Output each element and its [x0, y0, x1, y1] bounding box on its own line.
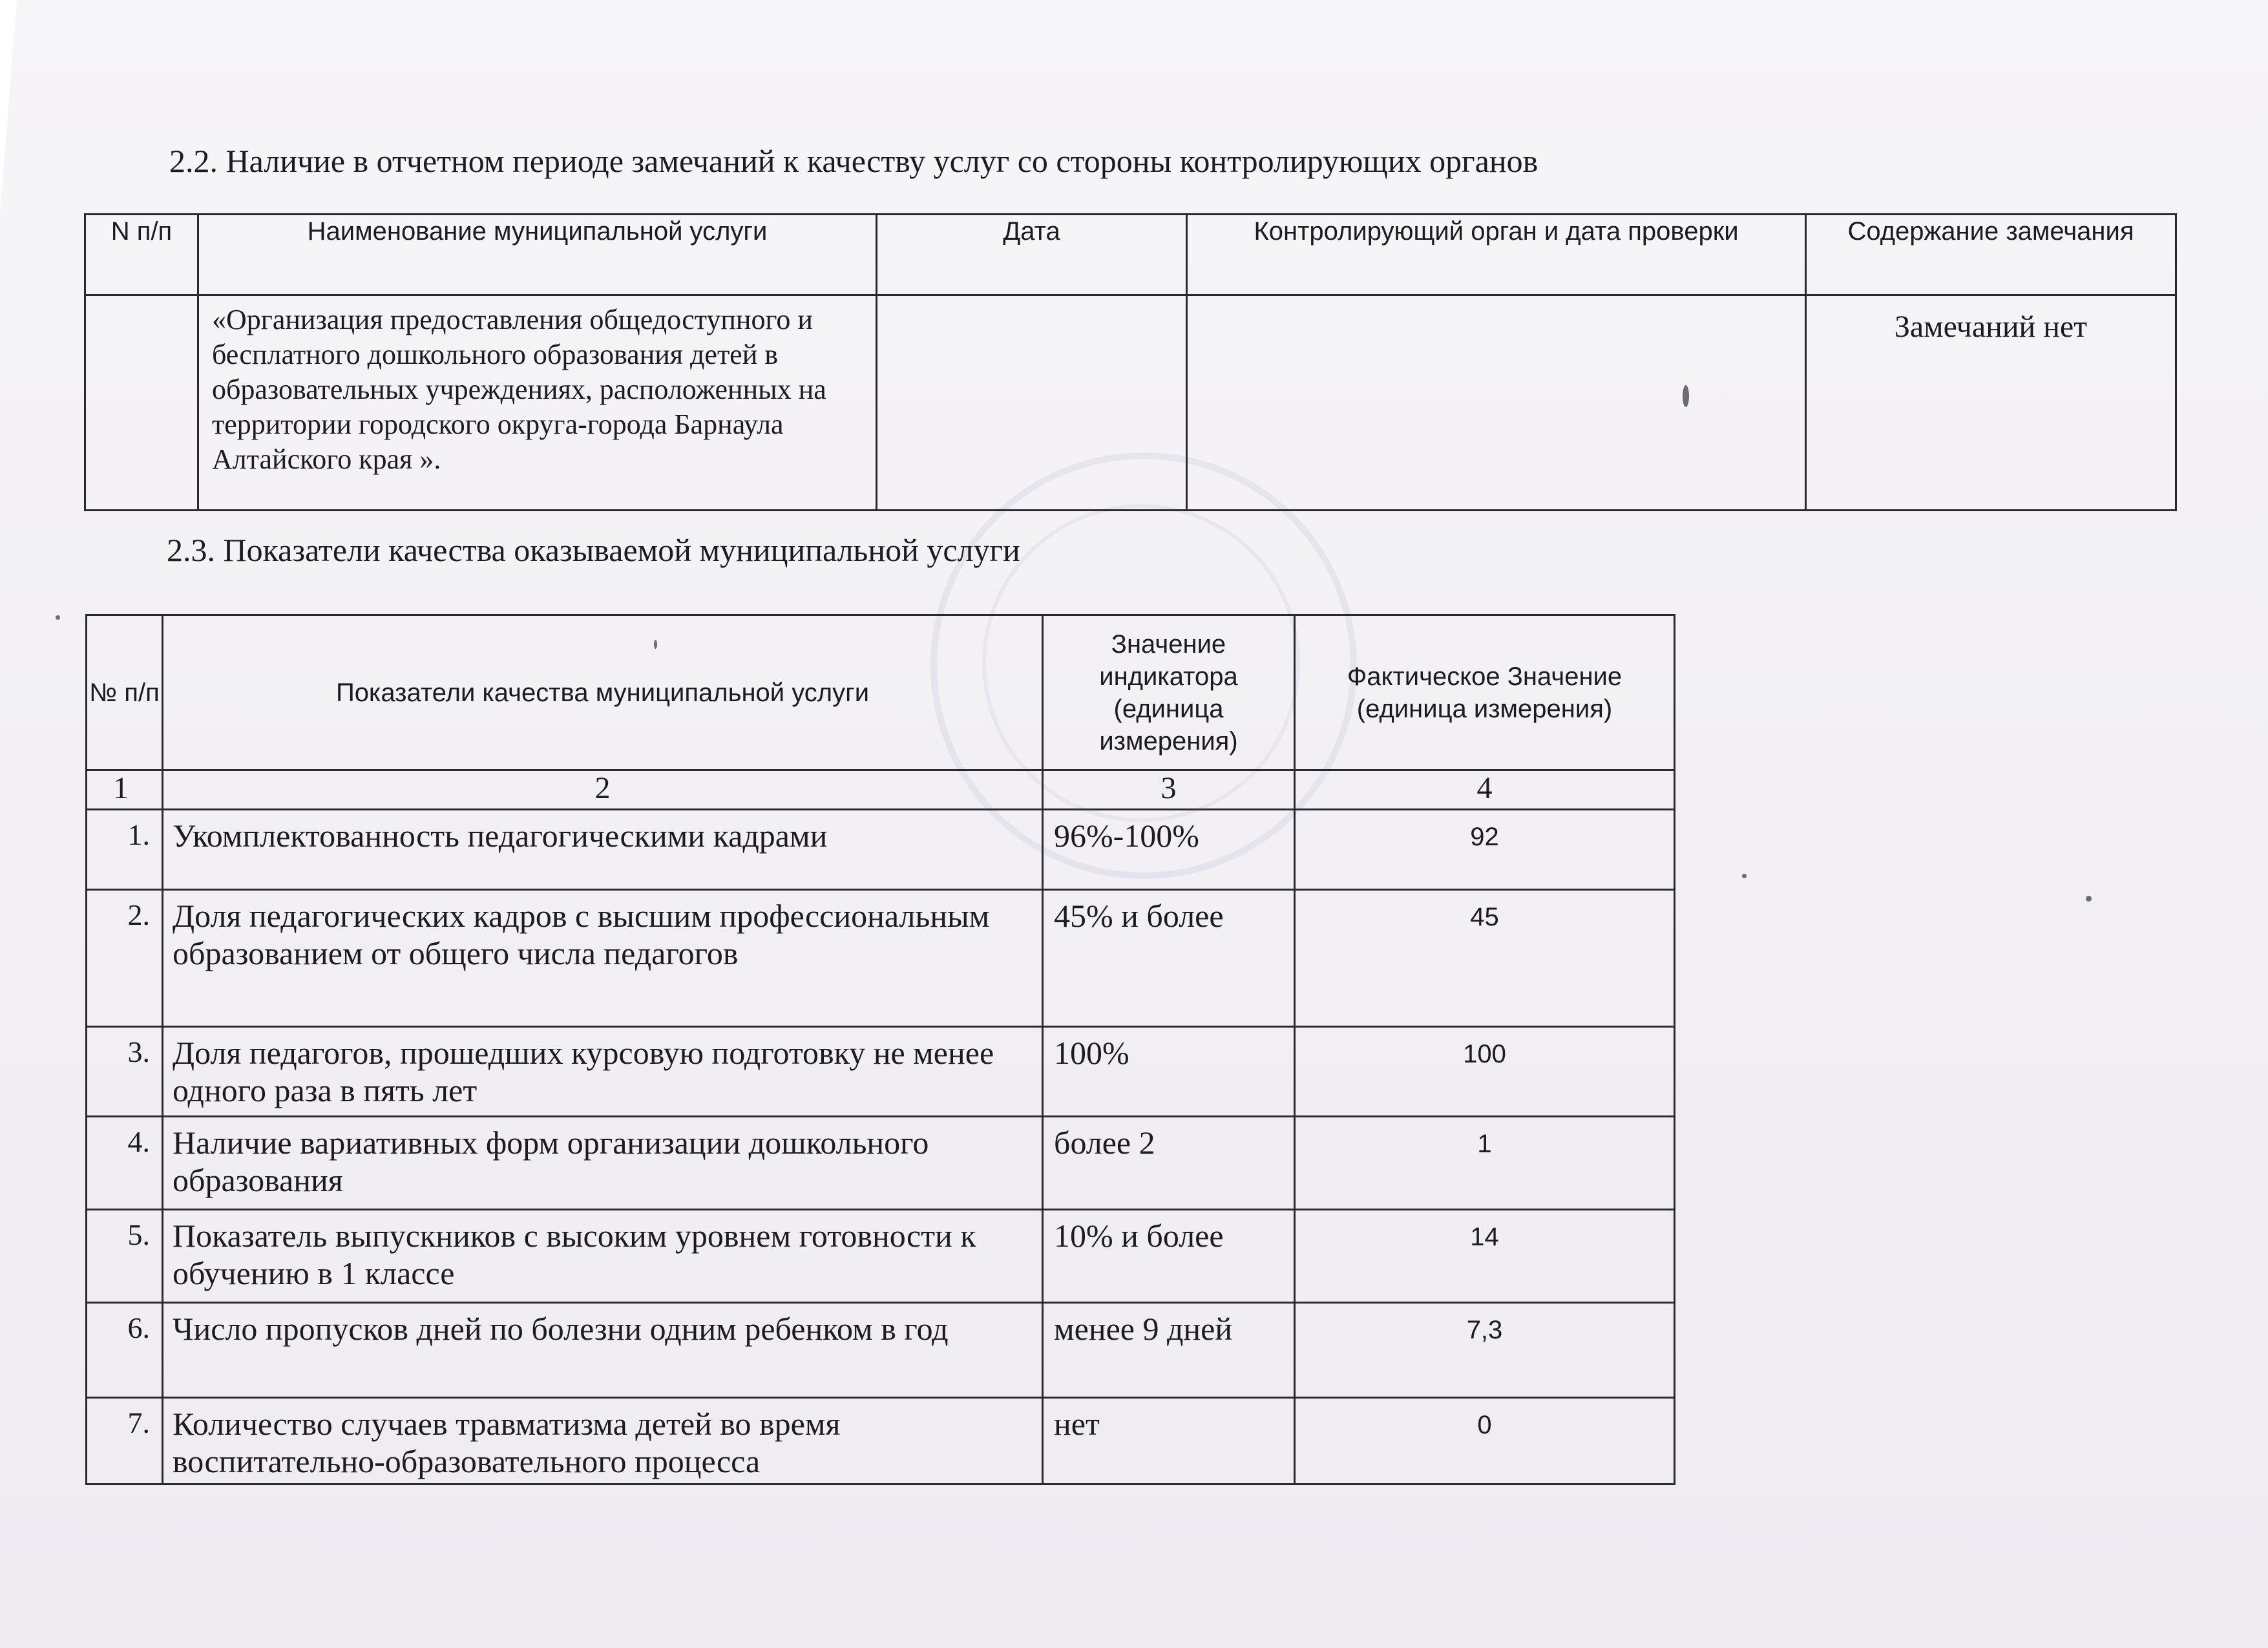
col-service-header: Наименование муниципальной услуги [198, 215, 877, 295]
indicator-target: нет [1043, 1397, 1295, 1484]
scan-speck [56, 615, 60, 620]
column-number-row [87, 770, 1675, 810]
row-num: 3. [87, 1027, 163, 1116]
row-num: 6. [87, 1303, 163, 1397]
indicator-target: более 2 [1043, 1116, 1295, 1209]
quality-indicators-table [85, 614, 1675, 1485]
row-num: 7. [87, 1397, 163, 1484]
section-2-2-heading: 2.2. Наличие в отчетном периоде замечаний к качеству услуг со стороны контролирующих органов [169, 143, 1538, 179]
scan-speck [1683, 385, 1689, 407]
indicators-header-row [87, 615, 1675, 770]
indicator-name: Доля педагогов, прошедших курсовую подготовку не менее одного раза в пять лет [163, 1027, 1043, 1116]
column-number: 3 [1043, 770, 1295, 810]
scan-speck [1742, 874, 1747, 878]
scan-speck [2086, 896, 2092, 902]
column-number: 4 [1295, 770, 1675, 810]
col-actual-header: Фактическое Значение (единица измерения) [1295, 615, 1675, 770]
col-remark-header: Содержание замечания [1806, 215, 2176, 295]
col-indicator-header: Показатели качества муниципальной услуги [163, 615, 1043, 770]
indicator-name: Доля педагогических кадров с высшим профессиональным образованием от общего числа педагогов [163, 889, 1043, 1026]
row-num: 4. [87, 1116, 163, 1209]
indicator-actual: 14 [1295, 1209, 1675, 1302]
remarks-row [85, 295, 2176, 511]
remark-content: Замечаний нет [1806, 295, 2176, 511]
indicator-actual: 7,3 [1295, 1303, 1675, 1397]
indicator-name: Укомплектованность педагогическими кадрами [163, 810, 1043, 890]
remark-date [877, 295, 1187, 511]
table-row [87, 889, 1675, 1026]
indicator-target: 100% [1043, 1027, 1295, 1116]
indicator-target: 45% и более [1043, 889, 1295, 1026]
table-row [87, 1303, 1675, 1397]
indicator-actual: 45 [1295, 889, 1675, 1026]
remarks-table [84, 213, 2177, 511]
indicator-name: Показатель выпускников с высоким уровнем готовности к обучению в 1 классе [163, 1209, 1043, 1302]
indicator-name: Число пропусков дней по болезни одним ребенком в год [163, 1303, 1043, 1397]
torn-corner [0, 0, 17, 213]
indicator-actual: 1 [1295, 1116, 1675, 1209]
table-row [87, 1209, 1675, 1302]
section-2-3-heading: 2.3. Показатели качества оказываемой муниципальной услуги [167, 532, 1020, 568]
col-num-header: N п/п [85, 215, 198, 295]
row-num: 2. [87, 889, 163, 1026]
indicator-actual: 92 [1295, 810, 1675, 890]
column-number: 1 [87, 770, 163, 810]
indicator-name: Количество случаев травматизма детей во время воспитательно-образовательного процесса [163, 1397, 1043, 1484]
col-num-header: № п/п [87, 615, 163, 770]
col-authority-header: Контролирующий орган и дата проверки [1187, 215, 1806, 295]
remark-service-name: «Организация предоставления общедоступного и бесплатного дошкольного образования детей в образовательных учреждениях, расположенных на территории городского округа-города Барнаула Алтайского края ». [198, 295, 877, 511]
remark-num [85, 295, 198, 511]
indicator-target: 10% и более [1043, 1209, 1295, 1302]
row-num: 5. [87, 1209, 163, 1302]
indicator-target: 96%-100% [1043, 810, 1295, 890]
col-target-header: Значение индикатора (единица измерения) [1043, 615, 1295, 770]
column-number: 2 [163, 770, 1043, 810]
remark-authority [1187, 295, 1806, 511]
remarks-header-row [85, 215, 2176, 295]
table-row [87, 810, 1675, 890]
indicator-actual: 100 [1295, 1027, 1675, 1116]
table-row [87, 1116, 1675, 1209]
col-date-header: Дата [877, 215, 1187, 295]
scan-speck [654, 640, 657, 649]
indicator-target: менее 9 дней [1043, 1303, 1295, 1397]
table-row [87, 1397, 1675, 1484]
indicator-name: Наличие вариативных форм организации дошкольного образования [163, 1116, 1043, 1209]
indicator-actual: 0 [1295, 1397, 1675, 1484]
row-num: 1. [87, 810, 163, 890]
table-row [87, 1027, 1675, 1116]
